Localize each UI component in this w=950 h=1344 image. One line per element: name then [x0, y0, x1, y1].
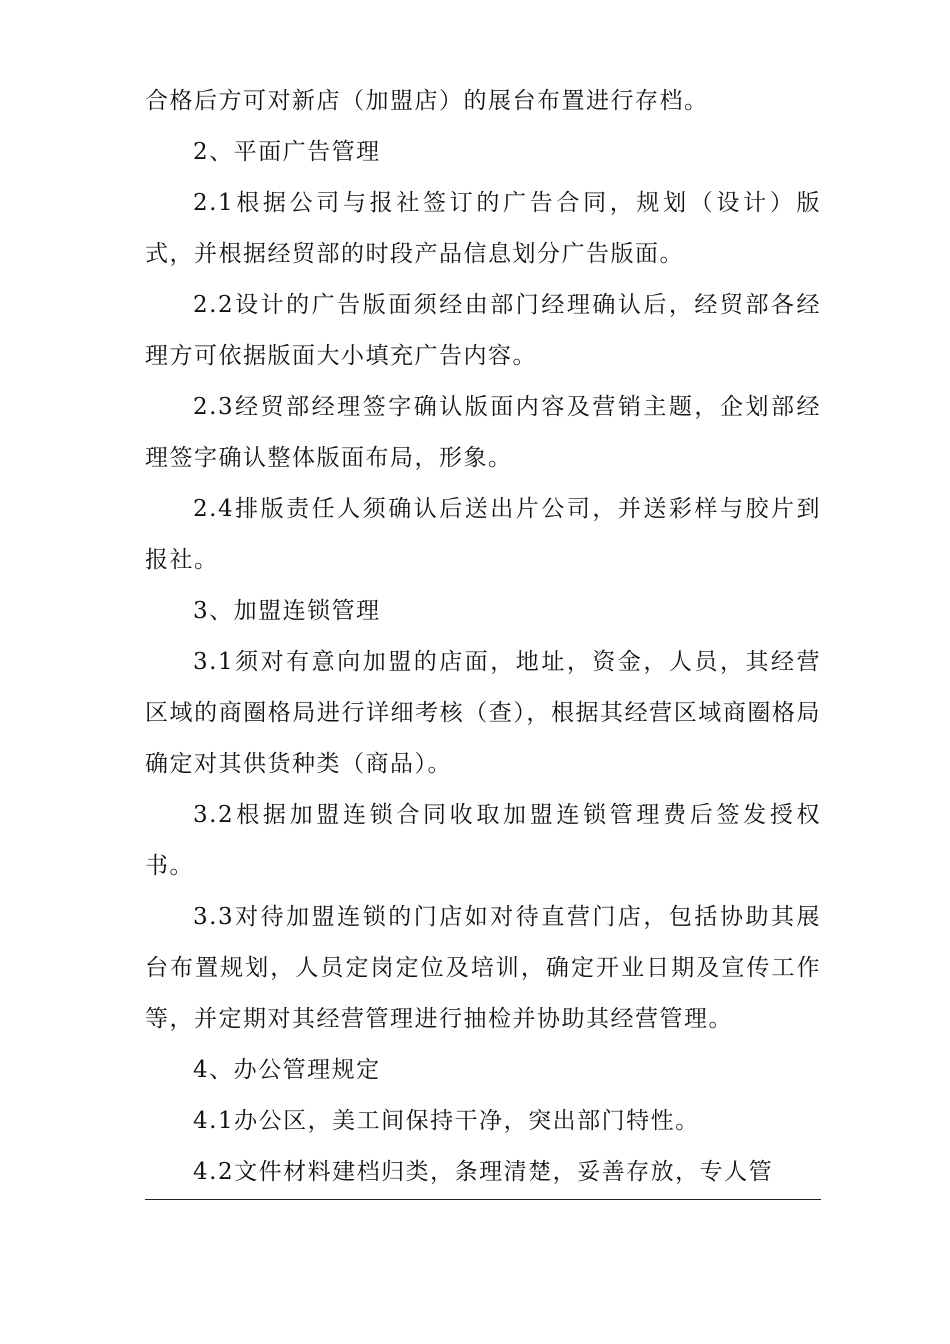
heading-office-rules: 4、办公管理规定	[193, 1057, 381, 1083]
paragraph-2-1: 2.1根据公司与报社签订的广告合同，规划（设计）版式，并根据经贸部的时段产品信息划分广告版面。	[145, 190, 821, 267]
paragraph-2-2: 2.2设计的广告版面须经由部门经理确认后，经贸部各经理方可依据版面大小填充广告内容。	[145, 292, 821, 369]
paragraph-3-2: 3.2根据加盟连锁合同收取加盟连锁管理费后签发授权书。	[145, 802, 821, 879]
document-body	[145, 76, 821, 1198]
footer-divider	[145, 1199, 821, 1200]
paragraph-2-3: 2.3经贸部经理签字确认版面内容及营销主题，企划部经理签字确认整体版面布局，形象。	[145, 394, 821, 471]
paragraph-4-1: 4.1办公区，美工间保持干净，突出部门特性。	[193, 1108, 700, 1134]
paragraph-2-4: 2.4排版责任人须确认后送出片公司，并送彩样与胶片到报社。	[145, 496, 821, 573]
paragraph-3-3: 3.3对待加盟连锁的门店如对待直营门店，包括协助其展台布置规划，人员定岗定位及培训，确定开业日期及宣传工作等，并定期对其经营管理进行抽检并协助其经营管理。	[145, 904, 821, 1032]
heading-print-ad-management: 2、平面广告管理	[193, 139, 381, 165]
heading-franchise-management: 3、加盟连锁管理	[193, 598, 381, 624]
paragraph-archive-note: 合格后方可对新店（加盟店）的展台布置进行存档。	[145, 88, 709, 114]
paragraph-4-2: 4.2文件材料建档归类，条理清楚，妥善存放，专人管	[193, 1159, 774, 1185]
paragraph-3-1: 3.1须对有意向加盟的店面，地址，资金，人员，其经营区域的商圈格局进行详细考核（查），根据其经营区域商圈格局确定对其供货种类（商品）。	[145, 649, 821, 777]
